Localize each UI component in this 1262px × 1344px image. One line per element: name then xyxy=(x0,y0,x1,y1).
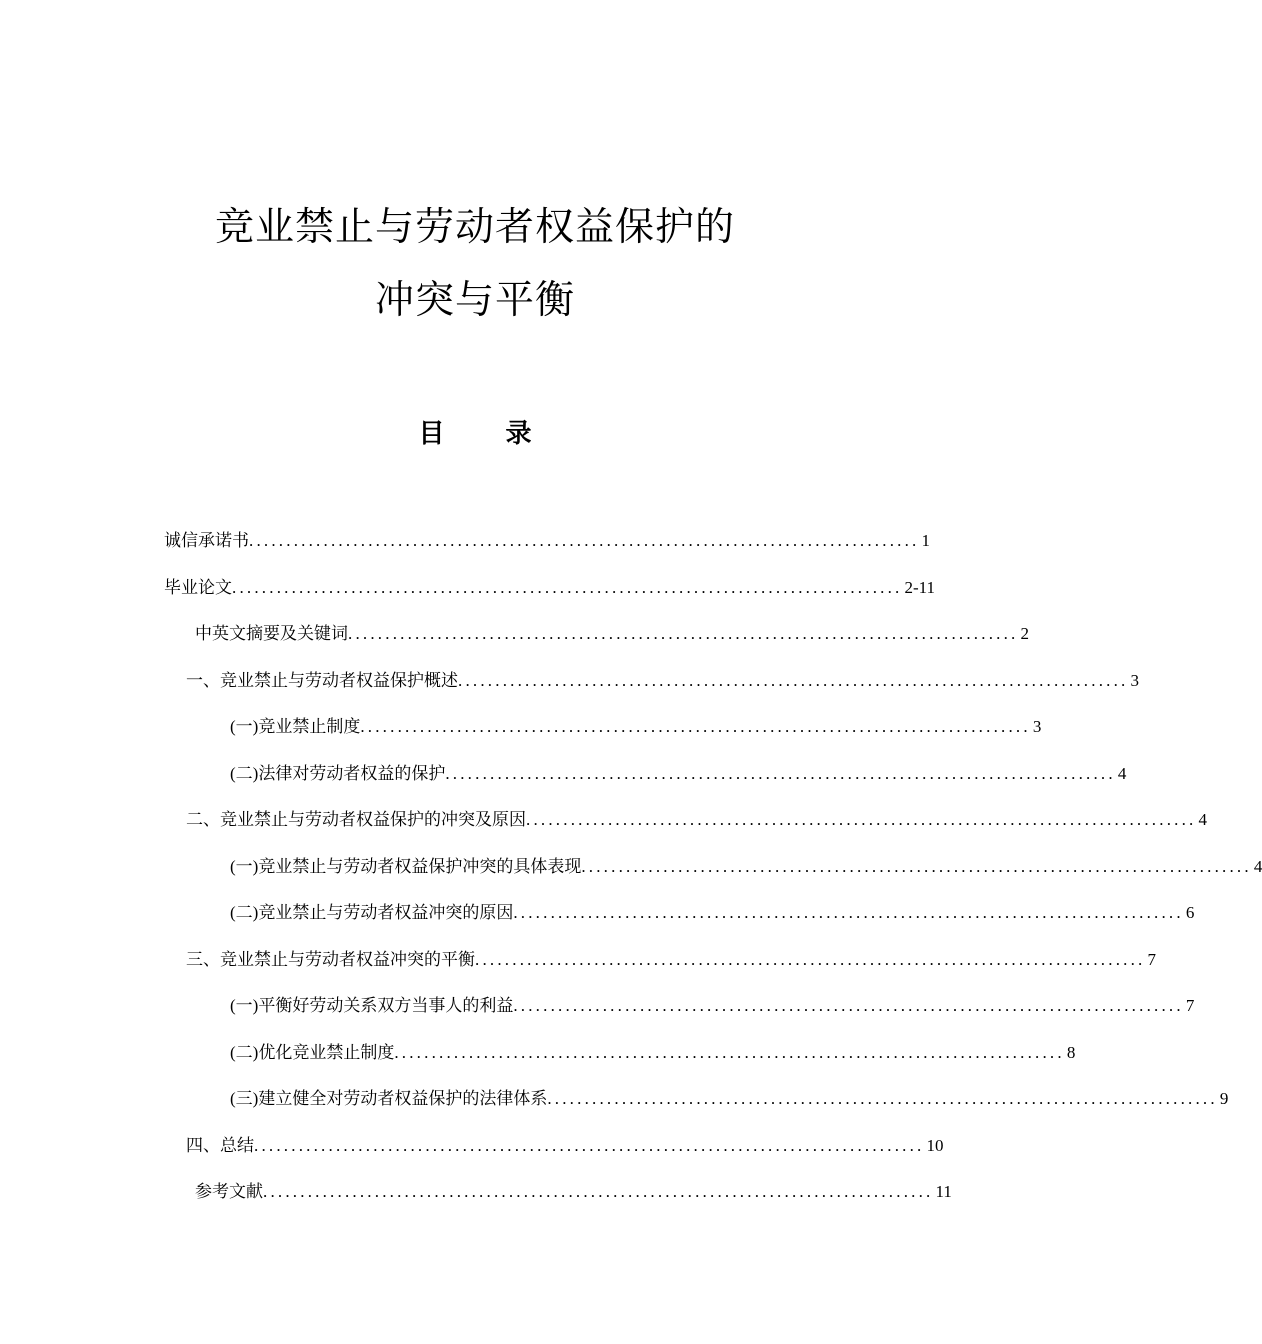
toc-entry[interactable] xyxy=(195,621,1029,647)
toc-entry-page: 11 xyxy=(935,1182,952,1201)
toc-entry-page: 7 xyxy=(1147,950,1156,969)
toc-entry-page: 4 xyxy=(1253,857,1262,876)
toc-entry-page: 7 xyxy=(1185,996,1195,1015)
toc-leader-dots: .......................................................................................... xyxy=(547,1089,1218,1108)
toc-entry-page: 9 xyxy=(1219,1089,1229,1108)
toc-entry-page: 6 xyxy=(1185,903,1195,922)
document-title-line-2: 冲突与平衡 xyxy=(374,278,575,323)
toc-entry-page: 4 xyxy=(1198,810,1207,829)
toc-leader-dots: .......................................................................................... xyxy=(263,1182,934,1201)
toc-entry[interactable] xyxy=(186,947,1156,973)
toc-entry-label: 四、总结 xyxy=(186,1136,254,1155)
toc-entry-label: (一)竞业禁止与劳动者权益保护冲突的具体表现 xyxy=(230,857,582,876)
toc-entry[interactable] xyxy=(230,993,1195,1019)
toc-entry-label: 中英文摘要及关键词 xyxy=(195,624,348,643)
toc-entry[interactable] xyxy=(230,761,1127,787)
toc-entry-page: 3 xyxy=(1130,671,1139,690)
toc-entry[interactable] xyxy=(195,1179,952,1205)
document-title-line-1: 竞业禁止与劳动者权益保护的 xyxy=(214,205,735,250)
toc-entry-label: 三、竞业禁止与劳动者权益冲突的平衡 xyxy=(186,950,475,969)
toc-leader-dots: .......................................................................................... xyxy=(232,578,903,597)
toc-entry-label: 参考文献 xyxy=(195,1182,263,1201)
toc-entry-label: 二、竞业禁止与劳动者权益保护的冲突及原因 xyxy=(186,810,526,829)
toc-leader-dots: .......................................................................................... xyxy=(475,950,1146,969)
toc-entry[interactable] xyxy=(186,807,1207,833)
toc-leader-dots: .......................................................................................... xyxy=(458,671,1129,690)
toc-entry[interactable] xyxy=(186,1133,944,1159)
toc-entry-page: 10 xyxy=(926,1136,944,1155)
toc-leader-dots: .......................................................................................... xyxy=(249,531,920,550)
toc-leader-dots: .......................................................................................... xyxy=(581,857,1252,876)
toc-entry[interactable] xyxy=(186,668,1139,694)
toc-leader-dots: .......................................................................................... xyxy=(513,903,1184,922)
toc-entry-page: 1 xyxy=(921,531,930,550)
toc-entry-label: 一、竞业禁止与劳动者权益保护概述 xyxy=(186,671,458,690)
toc-heading: 目 录 xyxy=(418,419,558,449)
toc-entry-page: 2-11 xyxy=(904,578,936,597)
toc-entry[interactable] xyxy=(230,900,1195,926)
toc-entry-page: 2 xyxy=(1020,624,1029,643)
toc-entry[interactable] xyxy=(230,1040,1076,1066)
toc-entry[interactable] xyxy=(164,575,936,601)
toc-leader-dots: .......................................................................................... xyxy=(254,1136,925,1155)
toc-entry[interactable] xyxy=(230,854,1262,880)
toc-leader-dots: .......................................................................................... xyxy=(360,717,1031,736)
toc-leader-dots: .......................................................................................... xyxy=(513,996,1184,1015)
toc-entry-label: (一)竞业禁止制度 xyxy=(230,717,361,736)
toc-entry-label: 诚信承诺书 xyxy=(164,531,249,550)
toc-entry-page: 4 xyxy=(1117,764,1127,783)
toc-entry-label: (二)优化竞业禁止制度 xyxy=(230,1043,395,1062)
toc-entry-page: 8 xyxy=(1066,1043,1076,1062)
toc-entry-label: (一)平衡好劳动关系双方当事人的利益 xyxy=(230,996,514,1015)
toc-entry[interactable] xyxy=(164,528,930,554)
toc-entry-label: 毕业论文 xyxy=(164,578,232,597)
toc-entry-label: (二)竞业禁止与劳动者权益冲突的原因 xyxy=(230,903,514,922)
toc-leader-dots: .......................................................................................... xyxy=(445,764,1116,783)
toc-leader-dots: .......................................................................................... xyxy=(394,1043,1065,1062)
toc-entry[interactable] xyxy=(230,714,1042,740)
toc-entry-label: (二)法律对劳动者权益的保护 xyxy=(230,764,446,783)
toc-entry-page: 3 xyxy=(1032,717,1042,736)
toc-leader-dots: .......................................................................................... xyxy=(526,810,1197,829)
toc-entry-label: (三)建立健全对劳动者权益保护的法律体系 xyxy=(230,1089,548,1108)
toc-entry[interactable] xyxy=(230,1086,1229,1112)
toc-leader-dots: .......................................................................................... xyxy=(348,624,1019,643)
